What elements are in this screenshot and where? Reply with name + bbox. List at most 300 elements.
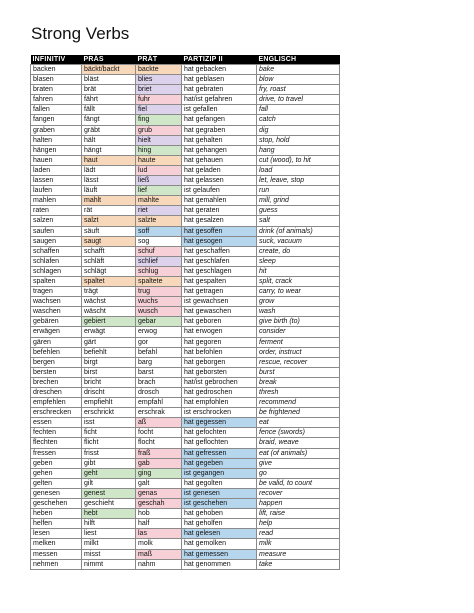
table-row <box>31 388 340 398</box>
cell-praes: drischt <box>82 388 136 398</box>
cell-infinitiv: gären <box>31 337 82 347</box>
table-row <box>31 549 340 559</box>
cell-praes: misst <box>82 549 136 559</box>
header-row <box>31 55 340 65</box>
cell-infinitiv: fechten <box>31 428 82 438</box>
table-row <box>31 105 340 115</box>
header-praes: PRÄS <box>82 55 136 65</box>
cell-infinitiv: lesen <box>31 529 82 539</box>
cell-partizip: hat gegolten <box>182 478 257 488</box>
cell-infinitiv: mahlen <box>31 196 82 206</box>
cell-partizip: ist genesen <box>182 488 257 498</box>
header-englisch: ENGLISCH <box>257 55 340 65</box>
cell-partizip: hat gespalten <box>182 276 257 286</box>
cell-partizip: hat geflochten <box>182 438 257 448</box>
cell-infinitiv: flechten <box>31 438 82 448</box>
table-row <box>31 488 340 498</box>
table-row <box>31 438 340 448</box>
cell-praet: fraß <box>136 448 182 458</box>
cell-englisch: grow <box>257 297 340 307</box>
cell-englisch: dig <box>257 125 340 135</box>
cell-partizip: hat gefangen <box>182 115 257 125</box>
table-row <box>31 428 340 438</box>
cell-praes: säuft <box>82 226 136 236</box>
cell-infinitiv: lassen <box>31 176 82 186</box>
cell-englisch: braid, weave <box>257 438 340 448</box>
cell-infinitiv: laufen <box>31 186 82 196</box>
cell-englisch: mill, grind <box>257 196 340 206</box>
table-row <box>31 539 340 549</box>
cell-praet: genas <box>136 488 182 498</box>
table-body <box>31 65 340 570</box>
table-row <box>31 196 340 206</box>
cell-praes: wächst <box>82 297 136 307</box>
cell-praet: gab <box>136 458 182 468</box>
cell-infinitiv: saufen <box>31 226 82 236</box>
cell-partizip: hat gedroschen <box>182 388 257 398</box>
cell-englisch: split, crack <box>257 276 340 286</box>
cell-partizip: ist gelaufen <box>182 186 257 196</box>
cell-praet: salzte <box>136 216 182 226</box>
cell-infinitiv: waschen <box>31 307 82 317</box>
cell-praet: galt <box>136 478 182 488</box>
cell-infinitiv: blasen <box>31 75 82 85</box>
cell-englisch: read <box>257 529 340 539</box>
cell-englisch: give <box>257 458 340 468</box>
cell-infinitiv: bersten <box>31 367 82 377</box>
table-row <box>31 256 340 266</box>
cell-partizip: hat getragen <box>182 287 257 297</box>
cell-englisch: go <box>257 468 340 478</box>
cell-infinitiv: hauen <box>31 155 82 165</box>
cell-praes: befiehlt <box>82 347 136 357</box>
cell-praes: gärt <box>82 337 136 347</box>
cell-praet: lief <box>136 186 182 196</box>
cell-praet: backte <box>136 65 182 75</box>
cell-englisch: recover <box>257 488 340 498</box>
cell-englisch: guess <box>257 206 340 216</box>
cell-englisch: hang <box>257 145 340 155</box>
cell-praes: wäscht <box>82 307 136 317</box>
cell-infinitiv: messen <box>31 549 82 559</box>
table-row <box>31 135 340 145</box>
table-row <box>31 276 340 286</box>
cell-praet: hing <box>136 145 182 155</box>
table-row <box>31 347 340 357</box>
cell-praes: liest <box>82 529 136 539</box>
cell-praes: lässt <box>82 176 136 186</box>
table-row <box>31 307 340 317</box>
cell-infinitiv: genesen <box>31 488 82 498</box>
cell-partizip: hat empfohlen <box>182 398 257 408</box>
table-row <box>31 377 340 387</box>
cell-englisch: run <box>257 186 340 196</box>
table-row <box>31 246 340 256</box>
table-row <box>31 357 340 367</box>
table-row <box>31 327 340 337</box>
cell-praet: brach <box>136 377 182 387</box>
cell-praes: mahlt <box>82 196 136 206</box>
cell-partizip: hat gegessen <box>182 418 257 428</box>
cell-praet: hob <box>136 509 182 519</box>
cell-englisch: consider <box>257 327 340 337</box>
cell-praes: flicht <box>82 438 136 448</box>
cell-praes: gibt <box>82 458 136 468</box>
cell-praet: hielt <box>136 135 182 145</box>
cell-infinitiv: gelten <box>31 478 82 488</box>
table-row <box>31 226 340 236</box>
cell-englisch: break <box>257 377 340 387</box>
cell-partizip: hat gemahlen <box>182 196 257 206</box>
cell-praes: ficht <box>82 428 136 438</box>
cell-praes: fährt <box>82 95 136 105</box>
cell-partizip: hat geborgen <box>182 357 257 367</box>
cell-praes: gräbt <box>82 125 136 135</box>
cell-praes: nimmt <box>82 559 136 569</box>
table-row <box>31 165 340 175</box>
cell-partizip: hat gegraben <box>182 125 257 135</box>
cell-praet: molk <box>136 539 182 549</box>
cell-infinitiv: essen <box>31 418 82 428</box>
cell-englisch: ferment <box>257 337 340 347</box>
cell-englisch: stop, hold <box>257 135 340 145</box>
cell-englisch: take <box>257 559 340 569</box>
cell-englisch: recommend <box>257 398 340 408</box>
cell-praes: hebt <box>82 509 136 519</box>
cell-praes: milkt <box>82 539 136 549</box>
cell-infinitiv: schaffen <box>31 246 82 256</box>
cell-partizip: hat gemessen <box>182 549 257 559</box>
cell-infinitiv: geben <box>31 458 82 468</box>
cell-partizip: ist gewachsen <box>182 297 257 307</box>
cell-englisch: load <box>257 165 340 175</box>
cell-partizip: hat/ist gebrochen <box>182 377 257 387</box>
cell-infinitiv: erschrecken <box>31 408 82 418</box>
cell-englisch: drink (of animals) <box>257 226 340 236</box>
table-row <box>31 559 340 569</box>
cell-praet: schuf <box>136 246 182 256</box>
cell-partizip: hat befohlen <box>182 347 257 357</box>
cell-praes: gilt <box>82 478 136 488</box>
table-row <box>31 206 340 216</box>
cell-praet: befahl <box>136 347 182 357</box>
cell-praet: riet <box>136 206 182 216</box>
cell-praes: erwägt <box>82 327 136 337</box>
cell-praes: isst <box>82 418 136 428</box>
table-row <box>31 529 340 539</box>
table-row <box>31 337 340 347</box>
cell-infinitiv: geschehen <box>31 499 82 509</box>
cell-infinitiv: bergen <box>31 357 82 367</box>
cell-partizip: hat/ist gefahren <box>182 95 257 105</box>
cell-praes: birst <box>82 367 136 377</box>
cell-partizip: hat gegeben <box>182 458 257 468</box>
cell-infinitiv: schlagen <box>31 266 82 276</box>
cell-partizip: hat geschlafen <box>182 256 257 266</box>
header-infinitiv: INFINITIV <box>31 55 82 65</box>
cell-praes: hilft <box>82 519 136 529</box>
cell-partizip: hat geboren <box>182 317 257 327</box>
cell-partizip: hat gesalzen <box>182 216 257 226</box>
cell-infinitiv: backen <box>31 65 82 75</box>
cell-praet: geschah <box>136 499 182 509</box>
table-row <box>31 125 340 135</box>
table-row <box>31 216 340 226</box>
cell-praes: empfiehlt <box>82 398 136 408</box>
table-row <box>31 186 340 196</box>
cell-praet: barst <box>136 367 182 377</box>
cell-infinitiv: raten <box>31 206 82 216</box>
table-row <box>31 458 340 468</box>
cell-englisch: cut (wood), to hit <box>257 155 340 165</box>
cell-partizip: ist erschrocken <box>182 408 257 418</box>
cell-infinitiv: gehen <box>31 468 82 478</box>
cell-englisch: blow <box>257 75 340 85</box>
cell-praet: fing <box>136 115 182 125</box>
cell-infinitiv: braten <box>31 85 82 95</box>
header-partizip: PARTIZIP II <box>182 55 257 65</box>
cell-englisch: burst <box>257 367 340 377</box>
cell-praet: gor <box>136 337 182 347</box>
cell-infinitiv: laden <box>31 165 82 175</box>
table-row <box>31 236 340 246</box>
cell-infinitiv: fahren <box>31 95 82 105</box>
cell-infinitiv: tragen <box>31 287 82 297</box>
cell-praet: focht <box>136 428 182 438</box>
table-row <box>31 448 340 458</box>
table-row <box>31 155 340 165</box>
table-row <box>31 317 340 327</box>
cell-infinitiv: erwägen <box>31 327 82 337</box>
cell-englisch: thresh <box>257 388 340 398</box>
table-row <box>31 115 340 125</box>
cell-praet: wusch <box>136 307 182 317</box>
cell-englisch: happen <box>257 499 340 509</box>
cell-praet: ließ <box>136 176 182 186</box>
cell-praet: grub <box>136 125 182 135</box>
cell-praet: spaltete <box>136 276 182 286</box>
table-row <box>31 95 340 105</box>
cell-partizip: hat gehoben <box>182 509 257 519</box>
header-praet: PRÄT <box>136 55 182 65</box>
cell-infinitiv: dreschen <box>31 388 82 398</box>
cell-englisch: fry, roast <box>257 85 340 95</box>
cell-englisch: help <box>257 519 340 529</box>
cell-infinitiv: fallen <box>31 105 82 115</box>
cell-partizip: hat gefressen <box>182 448 257 458</box>
cell-praes: hält <box>82 135 136 145</box>
cell-partizip: hat erwogen <box>182 327 257 337</box>
cell-partizip: hat geladen <box>182 165 257 175</box>
cell-englisch: milk <box>257 539 340 549</box>
cell-praes: frisst <box>82 448 136 458</box>
table-row <box>31 478 340 488</box>
cell-partizip: hat gelesen <box>182 529 257 539</box>
table-row <box>31 519 340 529</box>
cell-englisch: rescue, recover <box>257 357 340 367</box>
cell-partizip: ist gegangen <box>182 468 257 478</box>
cell-praet: half <box>136 519 182 529</box>
cell-infinitiv: brechen <box>31 377 82 387</box>
cell-infinitiv: helfen <box>31 519 82 529</box>
table-row <box>31 266 340 276</box>
cell-praet: nahm <box>136 559 182 569</box>
cell-partizip: ist gefallen <box>182 105 257 115</box>
cell-praes: hängt <box>82 145 136 155</box>
table-row <box>31 85 340 95</box>
table-row <box>31 509 340 519</box>
cell-praes: saugt <box>82 236 136 246</box>
cell-praes: fängt <box>82 115 136 125</box>
cell-englisch: be valid, to count <box>257 478 340 488</box>
cell-infinitiv: befehlen <box>31 347 82 357</box>
strong-verbs-table <box>30 55 340 570</box>
cell-praes: salzt <box>82 216 136 226</box>
cell-praes: rät <box>82 206 136 216</box>
cell-praet: gebar <box>136 317 182 327</box>
cell-praes: gebiert <box>82 317 136 327</box>
cell-praes: geschieht <box>82 499 136 509</box>
table-row <box>31 398 340 408</box>
cell-englisch: measure <box>257 549 340 559</box>
cell-infinitiv: gebären <box>31 317 82 327</box>
cell-praet: ging <box>136 468 182 478</box>
cell-englisch: fall <box>257 105 340 115</box>
cell-praet: soff <box>136 226 182 236</box>
cell-praet: haute <box>136 155 182 165</box>
cell-englisch: lift, raise <box>257 509 340 519</box>
cell-partizip: hat gemolken <box>182 539 257 549</box>
cell-infinitiv: halten <box>31 135 82 145</box>
cell-praes: schafft <box>82 246 136 256</box>
cell-praes: haut <box>82 155 136 165</box>
cell-partizip: hat geraten <box>182 206 257 216</box>
cell-praes: bläst <box>82 75 136 85</box>
cell-partizip: hat gegoren <box>182 337 257 347</box>
cell-partizip: hat geholfen <box>182 519 257 529</box>
cell-praes: läuft <box>82 186 136 196</box>
table-row <box>31 367 340 377</box>
cell-infinitiv: wachsen <box>31 297 82 307</box>
cell-partizip: hat genommen <box>182 559 257 569</box>
cell-praes: geht <box>82 468 136 478</box>
cell-englisch: drive, to travel <box>257 95 340 105</box>
cell-praet: trug <box>136 287 182 297</box>
cell-praet: maß <box>136 549 182 559</box>
cell-praet: drosch <box>136 388 182 398</box>
cell-praet: fiel <box>136 105 182 115</box>
table-row <box>31 418 340 428</box>
cell-praet: las <box>136 529 182 539</box>
cell-praes: spaltet <box>82 276 136 286</box>
table-row <box>31 499 340 509</box>
cell-englisch: be frightened <box>257 408 340 418</box>
cell-infinitiv: schlafen <box>31 256 82 266</box>
table-row <box>31 468 340 478</box>
cell-englisch: bake <box>257 65 340 75</box>
cell-infinitiv: graben <box>31 125 82 135</box>
cell-praes: brät <box>82 85 136 95</box>
cell-praet: blies <box>136 75 182 85</box>
cell-partizip: hat gewaschen <box>182 307 257 317</box>
cell-englisch: let, leave, stop <box>257 176 340 186</box>
cell-praet: lud <box>136 165 182 175</box>
cell-praet: flocht <box>136 438 182 448</box>
cell-partizip: hat geborsten <box>182 367 257 377</box>
cell-praes: trägt <box>82 287 136 297</box>
cell-infinitiv: heben <box>31 509 82 519</box>
cell-partizip: hat geblasen <box>182 75 257 85</box>
cell-praet: aß <box>136 418 182 428</box>
cell-praes: bäckt/backt <box>82 65 136 75</box>
cell-partizip: hat gesoffen <box>182 226 257 236</box>
cell-praet: schlug <box>136 266 182 276</box>
cell-partizip: hat gebacken <box>182 65 257 75</box>
cell-englisch: suck, vacuum <box>257 236 340 246</box>
cell-englisch: salt <box>257 216 340 226</box>
cell-englisch: create, do <box>257 246 340 256</box>
cell-englisch: eat (of animals) <box>257 448 340 458</box>
cell-praet: mahlte <box>136 196 182 206</box>
cell-englisch: give birth (to) <box>257 317 340 327</box>
cell-infinitiv: empfehlen <box>31 398 82 408</box>
cell-partizip: hat gesogen <box>182 236 257 246</box>
cell-partizip: hat gehalten <box>182 135 257 145</box>
cell-englisch: order, instruct <box>257 347 340 357</box>
cell-praet: wuchs <box>136 297 182 307</box>
cell-partizip: hat gehauen <box>182 155 257 165</box>
cell-praes: schlägt <box>82 266 136 276</box>
table-row <box>31 75 340 85</box>
cell-infinitiv: salzen <box>31 216 82 226</box>
cell-englisch: hit <box>257 266 340 276</box>
cell-englisch: wash <box>257 307 340 317</box>
cell-praet: empfahl <box>136 398 182 408</box>
cell-infinitiv: spalten <box>31 276 82 286</box>
page-title: Strong Verbs <box>31 24 130 43</box>
cell-praes: schläft <box>82 256 136 266</box>
cell-praes: birgt <box>82 357 136 367</box>
cell-praet: sog <box>136 236 182 246</box>
cell-praet: fuhr <box>136 95 182 105</box>
cell-englisch: sleep <box>257 256 340 266</box>
cell-englisch: eat <box>257 418 340 428</box>
cell-partizip: hat gelassen <box>182 176 257 186</box>
table-row <box>31 408 340 418</box>
cell-partizip: ist geschehen <box>182 499 257 509</box>
cell-englisch: fence (swords) <box>257 428 340 438</box>
cell-infinitiv: fangen <box>31 115 82 125</box>
cell-infinitiv: saugen <box>31 236 82 246</box>
cell-partizip: hat gehangen <box>182 145 257 155</box>
table-row <box>31 297 340 307</box>
cell-praet: schlief <box>136 256 182 266</box>
table-row <box>31 65 340 75</box>
cell-praes: genest <box>82 488 136 498</box>
cell-praet: briet <box>136 85 182 95</box>
cell-partizip: hat geschaffen <box>182 246 257 256</box>
cell-praes: erschrickt <box>82 408 136 418</box>
cell-praes: bricht <box>82 377 136 387</box>
cell-englisch: carry, to wear <box>257 287 340 297</box>
cell-infinitiv: hängen <box>31 145 82 155</box>
cell-infinitiv: fressen <box>31 448 82 458</box>
cell-praes: lädt <box>82 165 136 175</box>
cell-praet: erwog <box>136 327 182 337</box>
table-row <box>31 287 340 297</box>
cell-partizip: hat gebraten <box>182 85 257 95</box>
cell-partizip: hat gefochten <box>182 428 257 438</box>
